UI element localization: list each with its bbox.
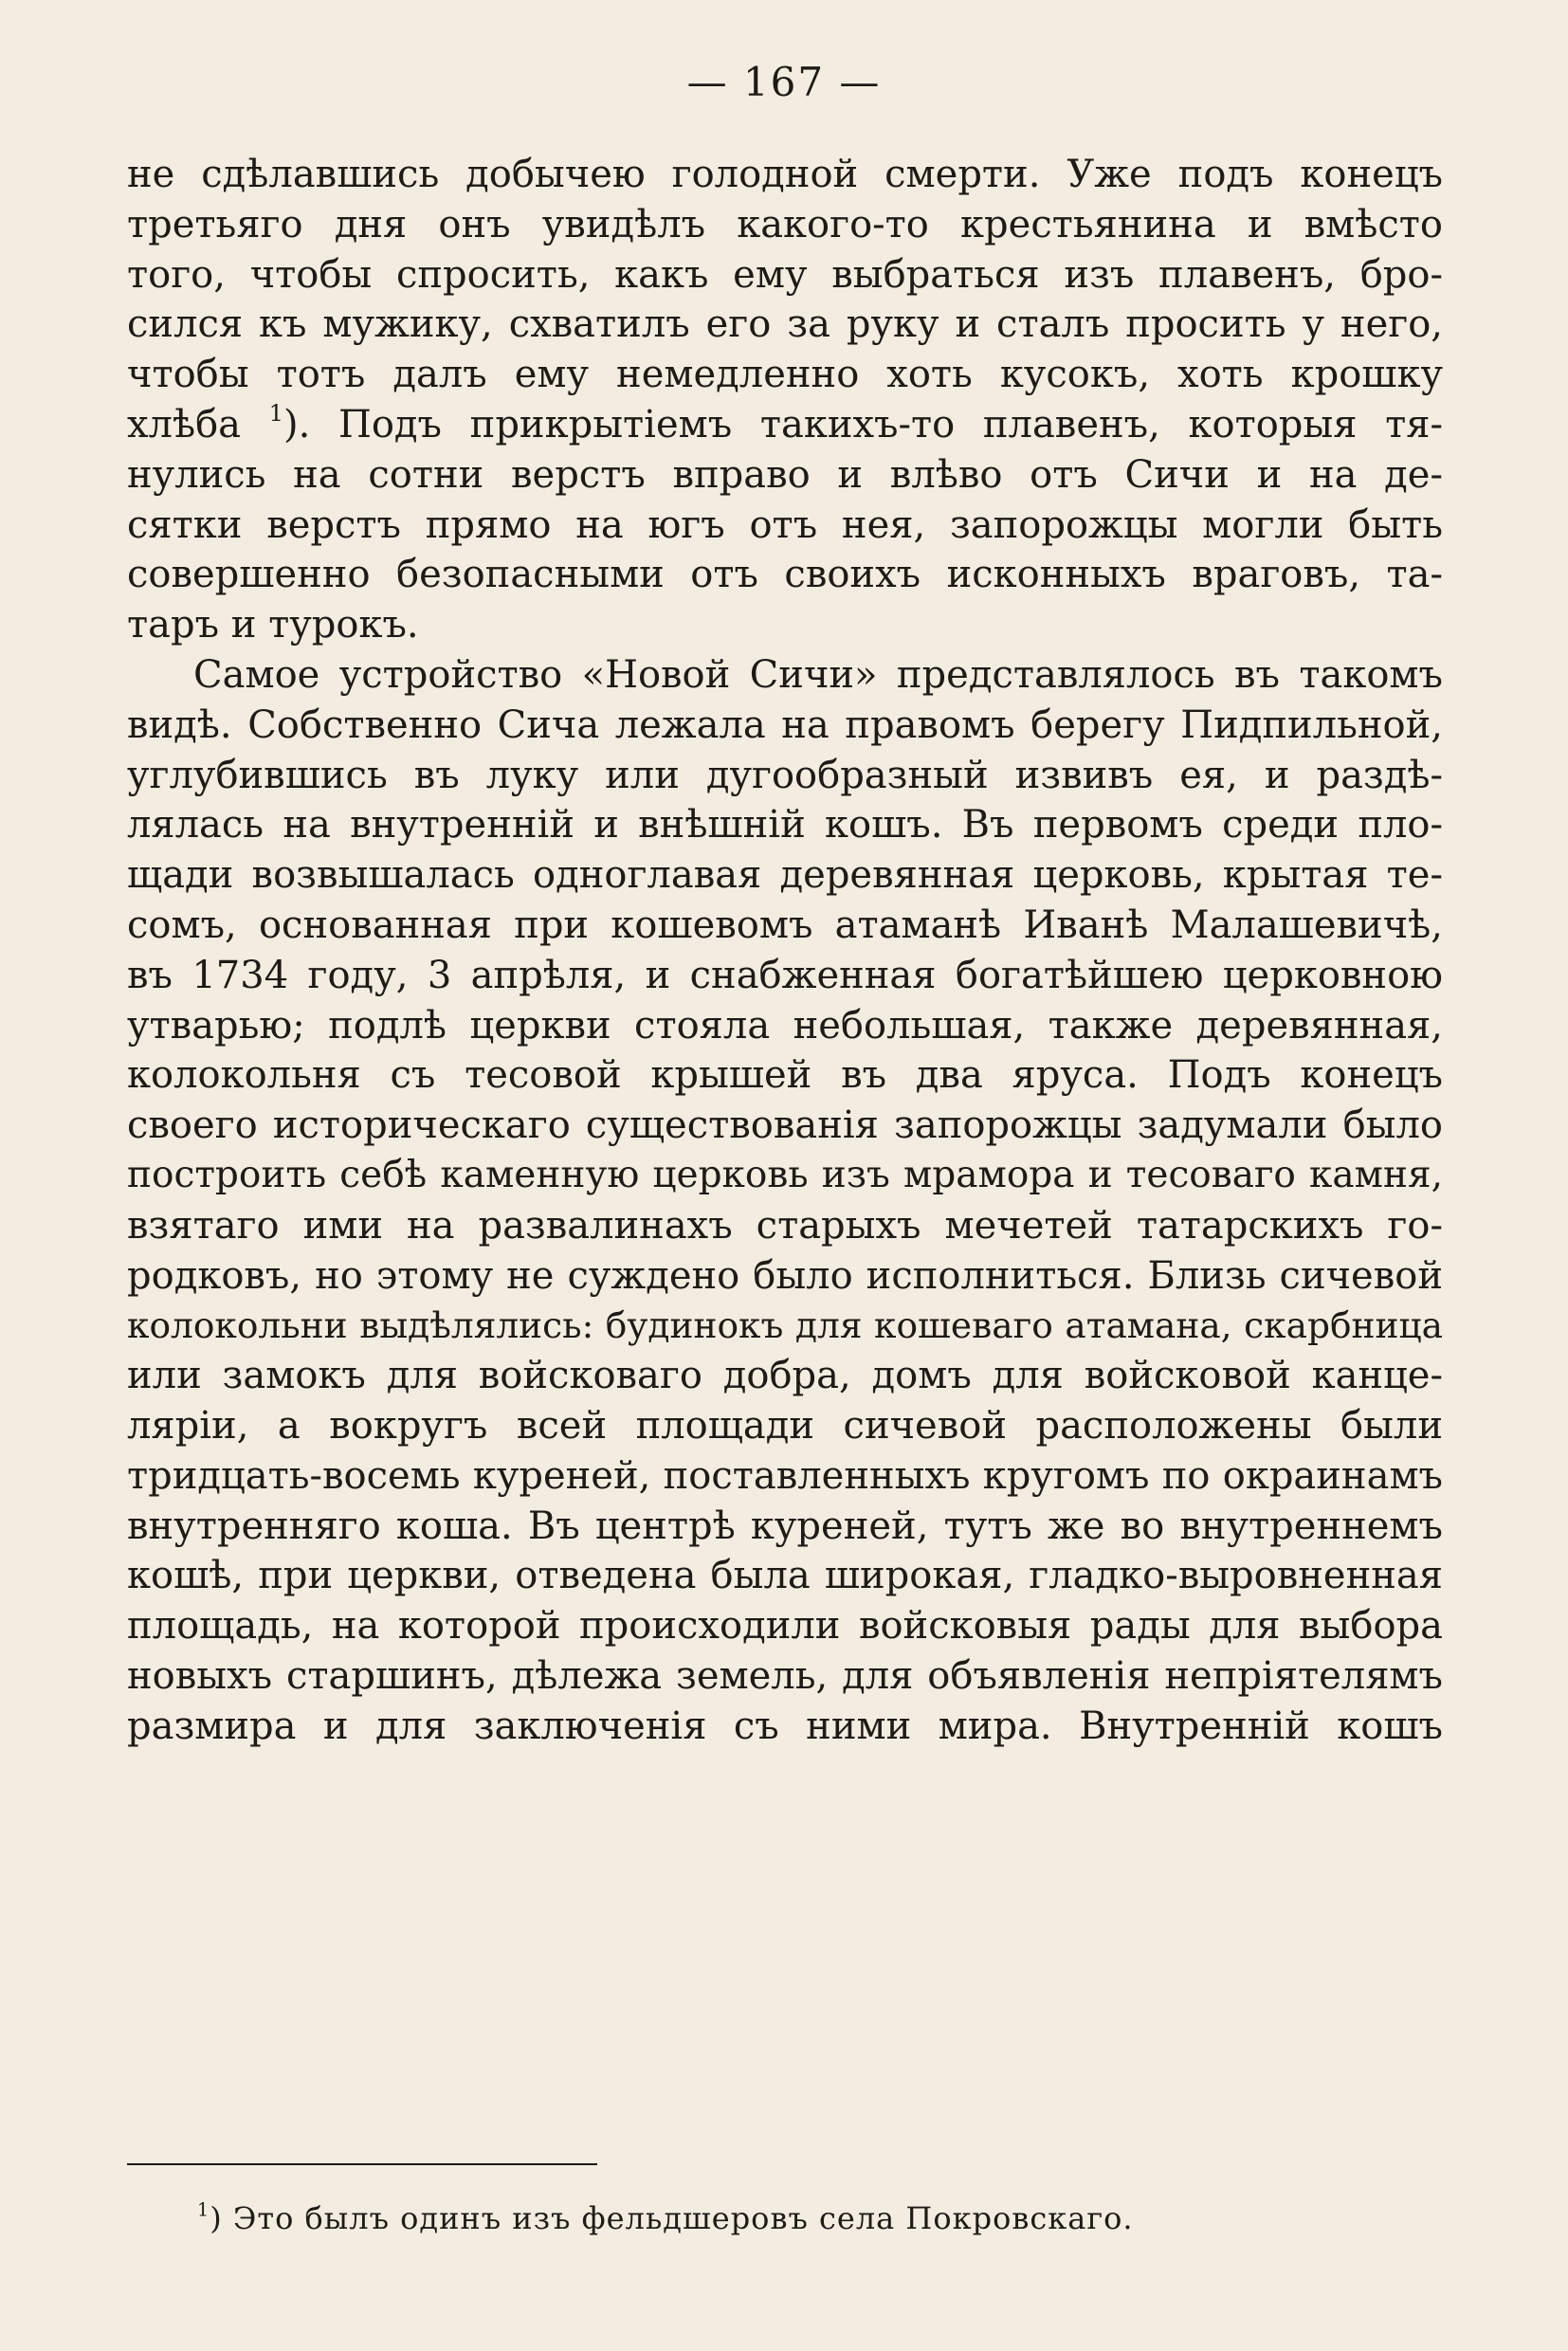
text-segment: ). Подъ прикрытіемъ такихъ-то плавенъ, которыя тя- bbox=[283, 402, 1444, 447]
footnote-marker: 1 bbox=[197, 2198, 210, 2221]
text-line: или замокъ для войсковаго добра, домъ для войсковой канце- bbox=[127, 1354, 1443, 1398]
text-line: не сдѣлавшись добычею голодной смерти. Уже подъ конецъ bbox=[127, 153, 1443, 196]
text-line: того, чтобы спросить, какъ ему выбраться изъ плавенъ, бро- bbox=[127, 252, 1443, 297]
paragraph-end-line: таръ и турокъ. bbox=[127, 603, 419, 647]
text-line: щади возвышалась одноглавая деревянная церковь, крытая те- bbox=[127, 853, 1443, 898]
text-line: нулись на сотни верстъ вправо и влѣво отъ Сичи и на де- bbox=[127, 452, 1443, 497]
text-line: тридцать-восемь куреней, поставленныхъ кругомъ по окраинамъ bbox=[127, 1453, 1443, 1498]
footnote-text: ) Это былъ одинъ изъ фельдшеровъ села Покровскаго. bbox=[210, 2200, 1134, 2236]
text-line: сился къ мужику, схватилъ его за руку и сталъ просить у него, bbox=[127, 302, 1443, 347]
footnote-reference: 1 bbox=[268, 400, 283, 428]
text-line: взятаго ими на развалинахъ старыхъ мечетей татарскихъ го- bbox=[127, 1203, 1443, 1248]
text-line: своего историческаго существованія запорожцы задумали было bbox=[127, 1103, 1443, 1148]
text-line: ляріи, а вокругъ всей площади сичевой расположены были bbox=[127, 1403, 1443, 1448]
text-line: построить себѣ каменную церковь изъ мрамора и тесоваго камня, bbox=[127, 1153, 1443, 1196]
text-line: чтобы тотъ далъ ему немедленно хоть кусокъ, хоть крошку bbox=[127, 353, 1443, 397]
footnote-divider bbox=[127, 2163, 597, 2165]
body-text bbox=[127, 150, 1443, 1752]
text-line: въ 1734 году, 3 апрѣля, и снабженная богатѣйшею церковною bbox=[127, 953, 1443, 997]
paragraph-start-line: Самое устройство «Новой Сичи» представлялось въ такомъ bbox=[193, 652, 1443, 697]
text-line: видѣ. Собственно Сича лежала на правомъ берегу Пидпильной, bbox=[127, 702, 1443, 747]
text-line-with-footnote-ref bbox=[127, 400, 1443, 450]
text-line: новыхъ старшинъ, дѣлежа земель, для объявленія непріятелямъ bbox=[127, 1653, 1443, 1698]
text-line: родковъ, но этому не суждено было исполниться. Близь сичевой bbox=[127, 1253, 1443, 1298]
text-line: лялась на внутренній и внѣшній кошъ. Въ первомъ среди пло- bbox=[127, 803, 1443, 847]
page-number: — 167 — bbox=[686, 59, 882, 105]
text-line: совершенно безопасными отъ своихъ исконныхъ враговъ, та- bbox=[127, 553, 1443, 597]
text-segment: хлѣба bbox=[127, 402, 269, 447]
text-line: размира и для заключенія съ ними мира. Внутренній кошъ bbox=[127, 1704, 1443, 1748]
text-line: колокольни выдѣлялись: будинокъ для кошеваго атамана, скарбница bbox=[127, 1304, 1443, 1347]
footnote bbox=[197, 2199, 1134, 2237]
text-line: третьяго дня онъ увидѣлъ какого-то крестьянина и вмѣсто bbox=[127, 202, 1443, 246]
text-line: кошѣ, при церкви, отведена была широкая, гладко-выровненная bbox=[127, 1554, 1443, 1598]
text-line: утварью; подлѣ церкви стояла небольшая, также деревянная, bbox=[127, 1003, 1443, 1048]
text-line: сомъ, основанная при кошевомъ атаманѣ Иванѣ Малашевичѣ, bbox=[127, 902, 1443, 947]
text-line: колокольня съ тесовой крышей въ два яруса. Подъ конецъ bbox=[127, 1053, 1443, 1098]
text-line: сятки верстъ прямо на югъ отъ нея, запорожцы могли быть bbox=[127, 502, 1443, 547]
text-line: внутренняго коша. Въ центрѣ куреней, тутъ же во внутреннемъ bbox=[127, 1504, 1443, 1548]
text-line: углубившись въ луку или дугообразный извивъ ея, и раздѣ- bbox=[127, 753, 1443, 797]
text-line: площадь, на которой происходили войсковыя рады для выбора bbox=[127, 1604, 1443, 1649]
